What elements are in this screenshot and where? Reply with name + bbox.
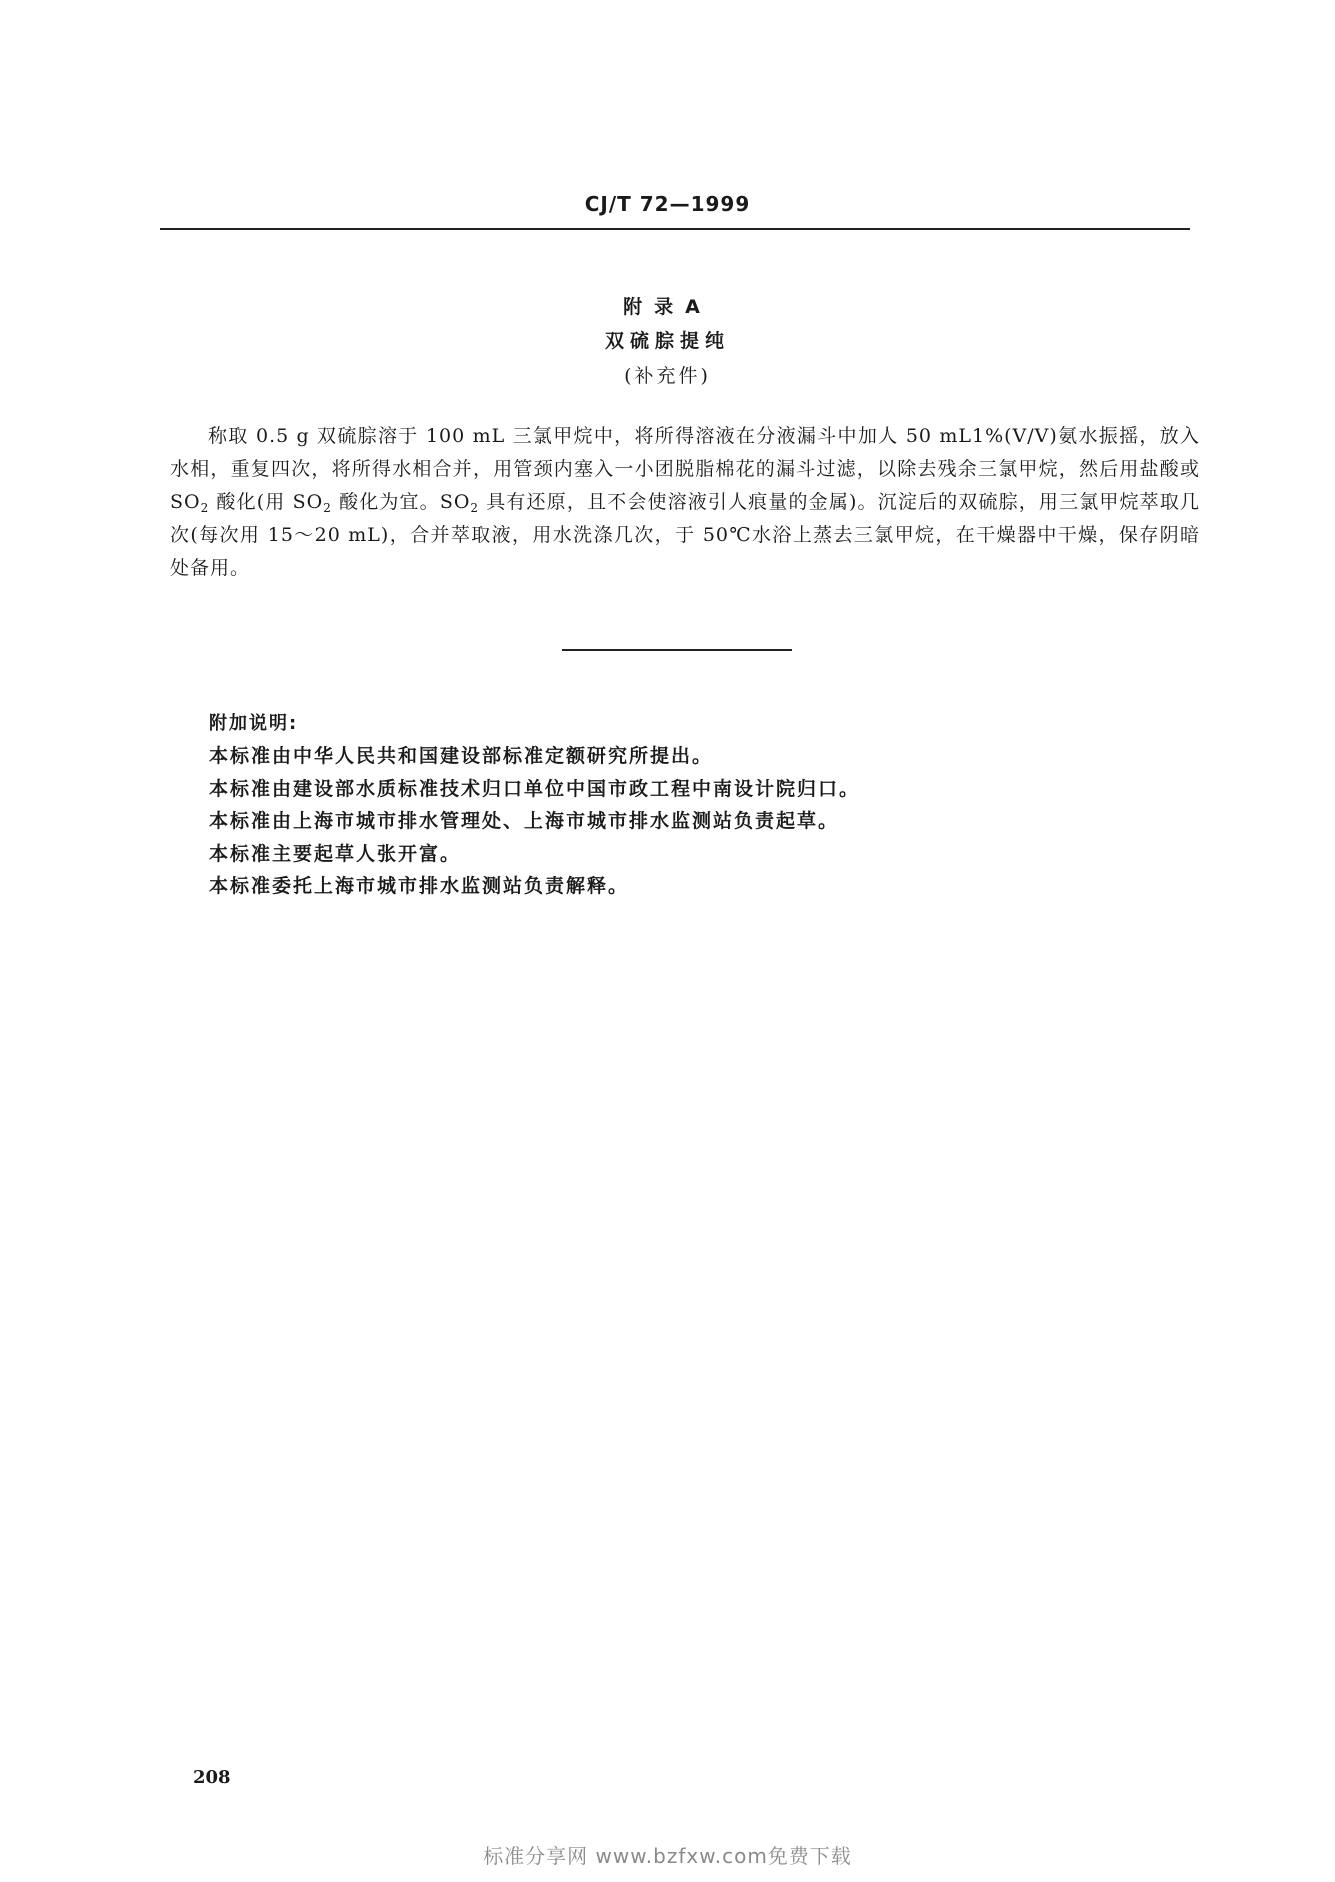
body-text-part-1: 称取 0.5 g 双硫腙溶于 100 mL 三氯甲烷中，将所得溶液在分液漏斗中加人 50 mL1%(V/V)氨水振摇，放入水相，重复四次，将所得水相合并，用管颈内塞入一小团脱脂棉花的漏斗过滤，以除去残余三氯甲烷，然后用盐酸或 SO [170,425,1200,513]
subscript-2: 2 [470,501,480,515]
additional-notes [209,708,1189,903]
header-rule [160,228,1190,230]
additional-note-line: 本标准委托上海市城市排水监测站负责解释。 [209,875,630,897]
annex-label: 附录A [623,296,712,318]
annex-note: (补充件) [624,365,711,387]
additional-note-line: 本标准主要起草人张开富。 [209,842,462,865]
page-number: 208 [193,1767,231,1788]
subscript-2: 2 [323,501,332,515]
body-paragraph [170,420,1200,585]
footer-watermark: 标准分享网 www.bzfxw.com免费下载 [483,1844,852,1868]
annex-title: 双硫腙提纯 [604,330,730,352]
additional-notes-heading: 附加说明: [209,713,299,734]
body-text-part-4: 具有还原，且不会使溶液引人痕量的金属)。沉淀后的双硫腙，用三氯甲烷萃取几次(每次用 15～20 mL)，合并萃取液，用水洗涤几次，于 50℃水浴上蒸去三氯甲烷，在干燥器中干燥，保存阴暗处备用。 [170,491,1200,579]
body-text-part-3: 酸化为宜。SO [331,491,471,513]
additional-note-line: 本标准由上海市城市排水管理处、上海市城市排水监测站负责起草。 [209,810,840,832]
section-end-rule [562,649,792,651]
additional-note-line: 本标准由建设部水质标准技术归口单位中国市政工程中南设计院归口。 [209,777,861,800]
body-text-part-2: 酸化(用 SO [209,491,324,513]
standard-code-header: CJ/T 72—1999 [584,192,751,216]
annex-heading [0,290,1335,394]
subscript-2: 2 [200,501,210,515]
additional-note-line: 本标准由中华人民共和国建设部标准定额研究所提出。 [209,745,714,767]
